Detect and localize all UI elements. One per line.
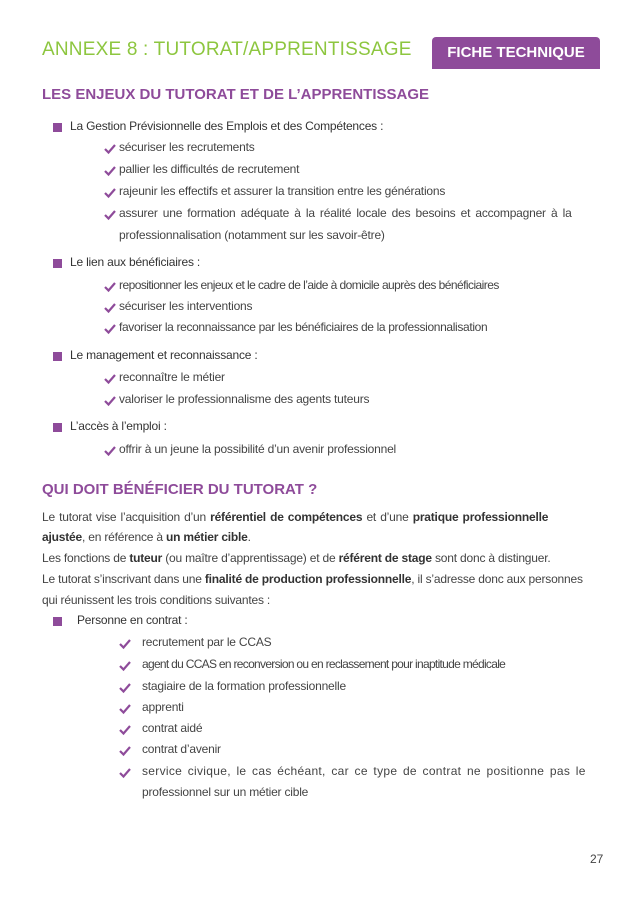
checkmark-icon <box>119 638 131 650</box>
section-title-enjeux: LES ENJEUX DU TUTORAT ET DE L’APPRENTISSAGE <box>42 86 429 103</box>
paragraph-line: Les fonctions de tuteur (ou maître d’apprentissage) et de référent de stage sont donc à distinguer. <box>42 551 551 565</box>
fiche-technique-badge: FICHE TECHNIQUE <box>432 37 600 69</box>
annex-title: ANNEXE 8 : TUTORAT/APPRENTISSAGE <box>42 39 412 60</box>
list-item: sécuriser les recrutements <box>119 140 255 154</box>
checkmark-icon <box>104 445 116 457</box>
checkmark-icon <box>104 302 116 314</box>
list-item: reconnaître le métier <box>119 370 225 384</box>
checkmark-icon <box>104 187 116 199</box>
list-item: sécuriser les interventions <box>119 299 253 313</box>
list-item: rajeunir les effectifs et assurer la transition entre les générations <box>119 184 446 198</box>
checkmark-icon <box>104 143 116 155</box>
paragraph-line: Le tutorat s’inscrivant dans une finalité de production professionnelle, il s’adresse donc aux personnes <box>42 572 583 586</box>
checkmark-icon <box>119 767 131 779</box>
list-item: favoriser la reconnaissance par les bénéficiaires de la professionnalisation <box>119 320 488 334</box>
checkmark-icon <box>119 724 131 736</box>
list-item-continuation: professionnel sur un métier cible <box>142 785 309 799</box>
section-title-beneficiaires: QUI DOIT BÉNÉFICIER DU TUTORAT ? <box>42 481 318 498</box>
group-label: Le management et reconnaissance : <box>70 348 258 362</box>
list-item: apprenti <box>142 700 184 714</box>
square-bullet-icon <box>53 259 62 268</box>
paragraph-line: ajustée, en référence à un métier cible. <box>42 530 251 544</box>
list-item: contrat d’avenir <box>142 742 221 756</box>
checkmark-icon <box>104 209 116 221</box>
checkmark-icon <box>104 281 116 293</box>
square-bullet-icon <box>53 123 62 132</box>
group-label: La Gestion Prévisionnelle des Emplois et des Compétences : <box>70 119 384 133</box>
group-label: Personne en contrat : <box>77 613 188 627</box>
paragraph-line: Le tutorat vise l’acquisition d’un référentiel de compétences et d’une pratique professionnelle <box>42 510 549 524</box>
paragraph-line: qui réunissent les trois conditions suivantes : <box>42 593 271 607</box>
list-item: stagiaire de la formation professionnelle <box>142 679 346 693</box>
checkmark-icon <box>104 395 116 407</box>
checkmark-icon <box>119 745 131 757</box>
list-item-continuation: professionnalisation (notamment sur les savoir-être) <box>119 228 385 242</box>
group-label: Le lien aux bénéficiaires : <box>70 255 201 269</box>
checkmark-icon <box>119 682 131 694</box>
checkmark-icon <box>104 165 116 177</box>
checkmark-icon <box>104 323 116 335</box>
list-item: assurer une formation adéquate à la réalité locale des besoins et accompagner à la <box>119 206 572 220</box>
square-bullet-icon <box>53 352 62 361</box>
checkmark-icon <box>119 660 131 672</box>
list-item: offrir à un jeune la possibilité d’un avenir professionnel <box>119 442 397 456</box>
list-item: repositionner les enjeux et le cadre de l’aide à domicile auprès des bénéficiaires <box>119 278 499 292</box>
checkmark-icon <box>119 703 131 715</box>
list-item: agent du CCAS en reconversion ou en reclassement pour inaptitude médicale <box>142 657 506 671</box>
square-bullet-icon <box>53 423 62 432</box>
square-bullet-icon <box>53 617 62 626</box>
list-item: pallier les difficultés de recrutement <box>119 162 300 176</box>
list-item: service civique, le cas échéant, car ce type de contrat ne positionne pas le <box>142 764 586 778</box>
list-item: recrutement par le CCAS <box>142 635 272 649</box>
list-item: valoriser le professionnalisme des agents tuteurs <box>119 392 370 406</box>
checkmark-icon <box>104 373 116 385</box>
group-label: L’accès à l’emploi : <box>70 419 167 433</box>
list-item: contrat aidé <box>142 721 203 735</box>
page-number: 27 <box>590 852 604 866</box>
